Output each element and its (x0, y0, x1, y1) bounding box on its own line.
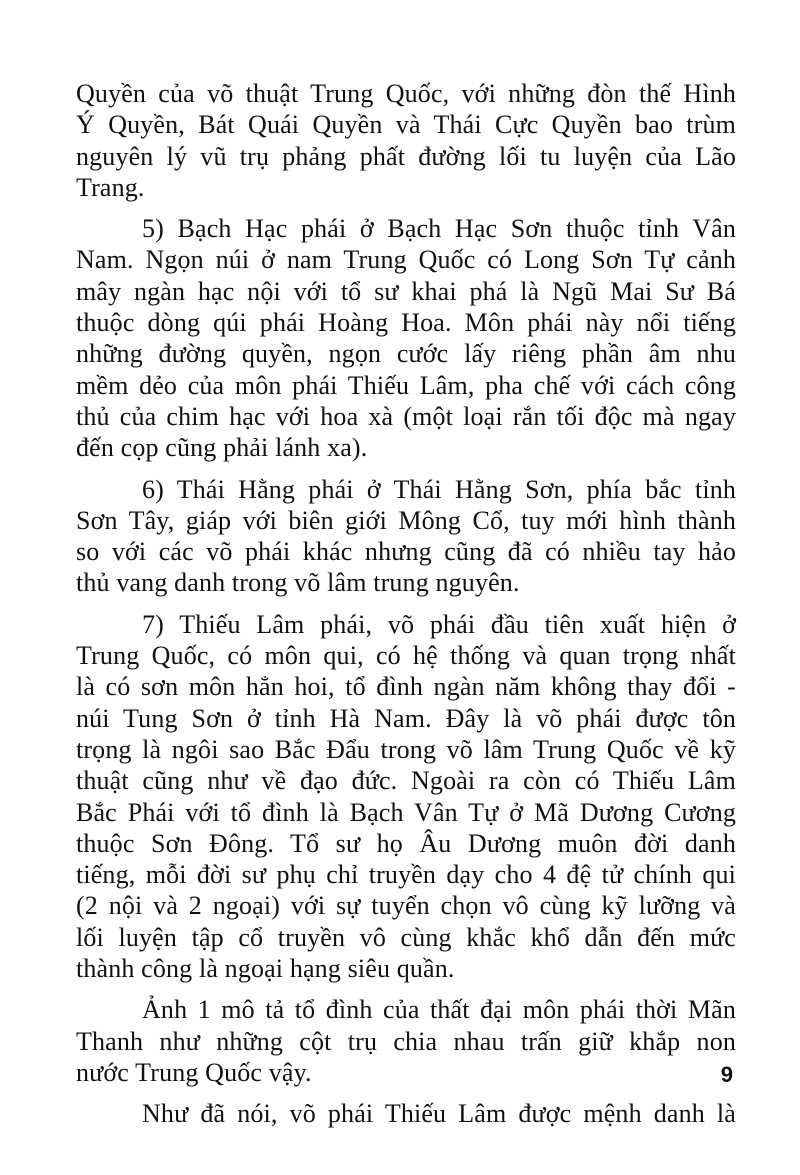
text-line: Ảnh 1 mô tả tổ đình của thất đại môn phái thời Mãn (142, 995, 736, 1025)
paragraph-anh-1 (76, 994, 736, 1088)
text-line: đến cọp cũng phải lánh xa). (76, 433, 368, 463)
body-text (76, 78, 736, 1140)
text-line: mây ngàn hạc nội với tổ sư khai phá là Ngũ Mai Sư Bá (76, 276, 736, 306)
text-line: lối luyện tập cổ truyền vô cùng khắc khổ dẫn đến mức (76, 922, 736, 952)
text-line: núi Tung Sơn ở tỉnh Hà Nam. Đây là võ phái được tôn (76, 703, 736, 733)
text-line: Ý Quyền, Bát Quái Quyền và Thái Cực Quyền bao trùm (76, 110, 736, 140)
text-line: Sơn Tây, giáp với biên giới Mông Cổ, tuy mới hình thành (76, 505, 736, 535)
text-line: thủ vang danh trong võ lâm trung nguyên. (76, 568, 520, 598)
paragraph-nhu-da-noi (76, 1098, 736, 1129)
text-line: Trang. (76, 172, 145, 202)
text-line: nguyên lý vũ trụ phảng phất đường lối tu luyện của Lão (76, 141, 736, 171)
text-line: những đường quyền, ngọn cước lấy riêng phần âm nhu (76, 339, 736, 369)
text-line: tiếng, mỗi đời sư phụ chỉ truyền dạy cho 4 đệ tử chính qui (76, 860, 736, 890)
text-line: Bắc Phái với tổ đình là Bạch Vân Tự ở Mã Dương Cương (76, 797, 736, 827)
text-line: Nam. Ngọn núi ở nam Trung Quốc có Long Sơn Tự cảnh (76, 245, 736, 275)
text-line: 7) Thiếu Lâm phái, võ phái đầu tiên xuất hiện ở (142, 609, 736, 639)
page-number: 9 (720, 1062, 733, 1087)
text-line: thuộc dòng qúi phái Hoàng Hoa. Môn phái này nổi tiếng (76, 308, 736, 338)
text-line: Quyền của võ thuật Trung Quốc, với những đòn thế Hình (76, 79, 736, 108)
text-line: mềm dẻo của môn phái Thiếu Lâm, pha chế với cách công (76, 370, 736, 400)
text-line: thủ của chim hạc với hoa xà (một loại rắn tối độc mà ngay (76, 401, 736, 431)
text-line: thành công là ngoại hạng siêu quần. (76, 954, 455, 984)
text-line: (2 nội và 2 ngoại) với sự tuyển chọn vô cùng kỹ lưỡng và (76, 891, 736, 921)
text-line: so với các võ phái khác nhưng cũng đã có nhiều tay hảo (76, 537, 736, 567)
text-line: Thanh như những cột trụ chia nhau trấn giữ khắp non (76, 1026, 736, 1056)
text-line: Trung Quốc, có môn qui, có hệ thống và quan trọng nhất (76, 641, 736, 671)
text-line: là có sơn môn hẳn hoi, tổ đình ngàn năm không thay đổi - (76, 672, 736, 702)
text-line: 6) Thái Hằng phái ở Thái Hằng Sơn, phía bắc tỉnh (142, 474, 736, 504)
text-line: nước Trung Quốc vậy. (76, 1057, 312, 1087)
text-line: Như đã nói, võ phái Thiếu Lâm được mệnh danh là (142, 1099, 736, 1129)
text-line: trọng là ngôi sao Bắc Đẩu trong võ lâm Trung Quốc về kỹ (76, 734, 736, 764)
text-line: thuộc Sơn Đông. Tổ sư họ Âu Dương muôn đời danh (76, 828, 736, 858)
paragraph-bach-hac (76, 213, 736, 463)
paragraph-continuation (76, 78, 736, 203)
text-line: 5) Bạch Hạc phái ở Bạch Hạc Sơn thuộc tỉnh Vân (142, 214, 736, 244)
text-line: thuật cũng như về đạo đức. Ngoài ra còn có Thiếu Lâm (76, 766, 736, 796)
paragraph-thieu-lam (76, 609, 736, 985)
paragraph-thai-hang (76, 474, 736, 599)
